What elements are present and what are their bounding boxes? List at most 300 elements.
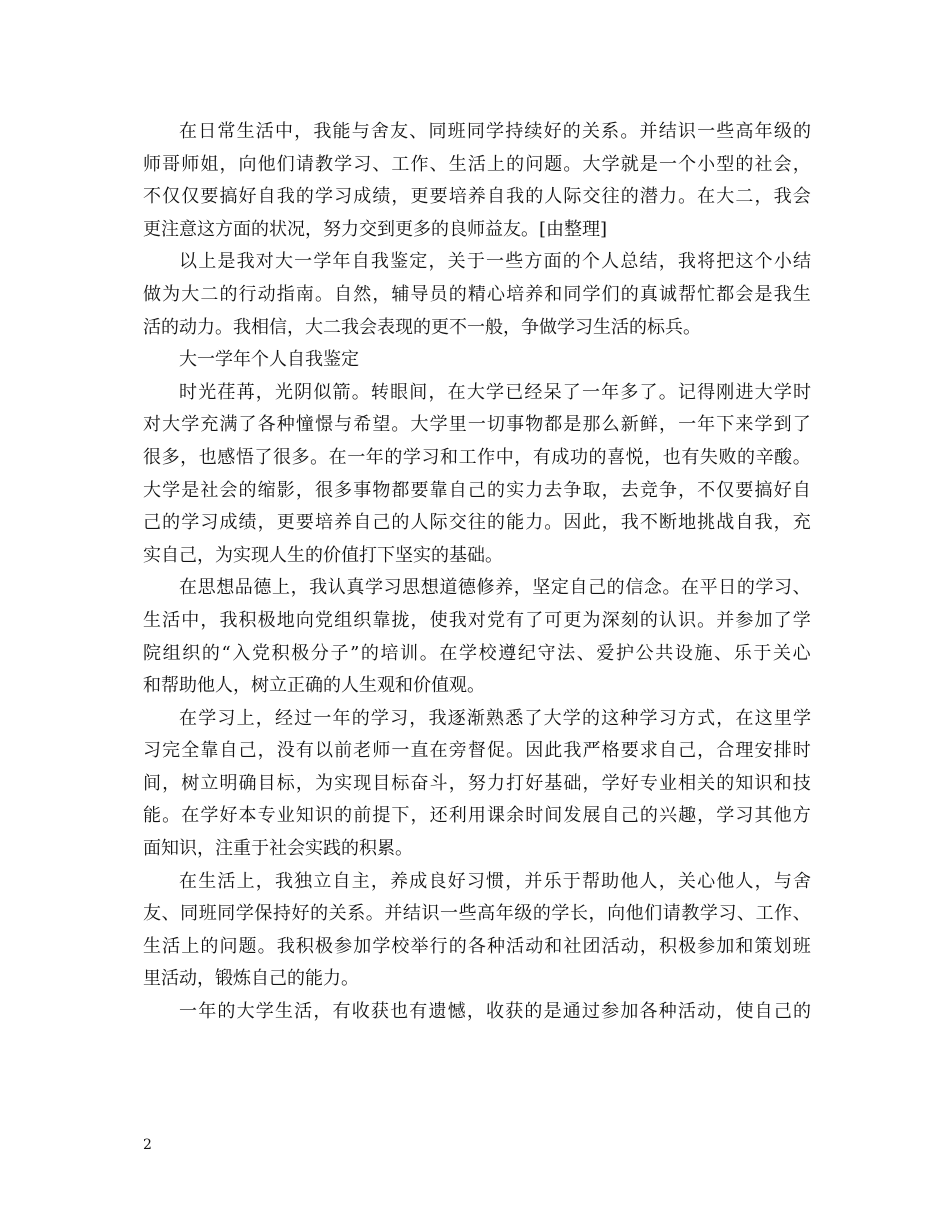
text-char: 师	[181, 153, 200, 175]
text-char: 得	[697, 381, 716, 403]
text-char: 是	[181, 479, 200, 501]
text-char: 平	[699, 577, 718, 599]
text-char: 和	[544, 283, 563, 305]
text-char: 力	[486, 772, 505, 794]
text-char: 学	[200, 805, 219, 827]
text-char: 行	[429, 935, 448, 957]
text-char: ，	[448, 772, 467, 794]
text-char: 要	[620, 740, 639, 762]
text-char: 过	[294, 707, 313, 729]
text-char: 憬	[314, 414, 333, 436]
text-char: 在	[429, 740, 448, 762]
text-char: 时	[793, 381, 811, 403]
text-char: 可	[544, 609, 563, 631]
text-line	[143, 605, 811, 638]
text-line: 更注意这方面的状况，努力交到更多的良师益友。[由整理]	[143, 218, 608, 240]
text-line	[143, 800, 811, 833]
text-char: 好	[238, 186, 257, 208]
text-char: 思	[197, 577, 216, 599]
text-char: 上	[181, 935, 200, 957]
text-char: 活	[162, 609, 181, 631]
text-char: 这	[754, 707, 773, 729]
text-char: 自	[332, 870, 351, 892]
text-char: 刻	[620, 609, 639, 631]
text-char: 促	[486, 740, 505, 762]
text-char: 自	[486, 186, 505, 208]
text-char: 种	[620, 707, 639, 729]
text-char: 教	[314, 153, 333, 175]
text-char: ，	[697, 740, 716, 762]
text-char: 和	[735, 935, 754, 957]
text-char: 的	[334, 805, 353, 827]
text-char: ，	[754, 870, 773, 892]
text-char: 积	[658, 935, 677, 957]
text-char: 靠	[372, 609, 391, 631]
text-char: 会	[219, 479, 238, 501]
text-char: 自	[219, 740, 238, 762]
text-char: 趣	[678, 805, 697, 827]
text-char: 个	[754, 251, 773, 273]
text-char: 到	[773, 414, 792, 436]
text-char: 会	[792, 186, 811, 208]
text-char: ，	[409, 707, 428, 729]
text-char: 要	[295, 512, 314, 534]
text-char: 大	[236, 1001, 255, 1023]
text-char: 培	[448, 186, 467, 208]
text-char: 我	[620, 512, 639, 534]
text-char: 了	[562, 381, 581, 403]
text-char: 力	[525, 512, 544, 534]
text-char: 的	[384, 446, 403, 468]
text-char: 相	[678, 772, 697, 794]
text-char: 理	[735, 740, 754, 762]
text-char: 方	[677, 707, 696, 729]
text-char: 关	[677, 870, 696, 892]
text-char: 中	[181, 609, 200, 631]
text-char: 院	[143, 642, 161, 664]
text-char: 的	[219, 283, 238, 305]
text-char: 确	[238, 772, 257, 794]
text-char: 。	[658, 381, 677, 403]
text-char: 续	[524, 121, 543, 142]
text-char: 获	[370, 1001, 389, 1023]
text-char: 我	[677, 251, 696, 273]
text-char: 经	[274, 707, 293, 729]
text-char: 多	[161, 446, 180, 468]
text-char: 导	[410, 283, 429, 305]
text-char: 功	[569, 446, 588, 468]
text-char: 同	[563, 283, 582, 305]
text-char: 姐	[200, 153, 219, 175]
text-char: 完	[162, 740, 181, 762]
text-char: 社	[200, 479, 219, 501]
text-char: 的	[200, 935, 219, 957]
text-char: 人	[639, 870, 658, 892]
text-char: ，	[391, 186, 410, 208]
text-char: 并	[639, 121, 658, 142]
text-char: 好	[773, 479, 792, 501]
text-char: 、	[737, 903, 755, 925]
text-char: 在	[181, 805, 200, 827]
text-char: 自	[754, 1001, 773, 1023]
text-char: 技	[792, 772, 811, 794]
text-char: 老	[353, 740, 372, 762]
text-char: 喜	[607, 446, 626, 468]
text-char: 班	[447, 121, 466, 142]
text-char: 利	[448, 805, 467, 827]
text-char: 一	[313, 707, 332, 729]
text-char: 和	[440, 446, 458, 468]
text-char: 一	[347, 446, 366, 468]
text-char: ，	[773, 512, 792, 534]
text-char: 的	[737, 446, 755, 468]
text-char: 哥	[162, 153, 181, 175]
text-char: 也	[390, 1001, 409, 1023]
text-char: ，	[295, 772, 314, 794]
text-char: 础	[563, 772, 582, 794]
text-char: 学	[255, 1001, 274, 1023]
text-char: 和	[544, 935, 563, 957]
text-char: 关	[581, 121, 600, 142]
text-line	[143, 181, 811, 214]
text-char: 的	[735, 153, 754, 175]
text-char: 辅	[391, 283, 410, 305]
text-char: 事	[353, 479, 372, 501]
text-char: 搞	[219, 186, 238, 208]
text-char: 学	[754, 414, 773, 436]
text-char: 是	[563, 414, 582, 436]
text-char: 。	[162, 805, 181, 827]
text-char: 也	[662, 446, 681, 468]
text-char: 习	[466, 870, 485, 892]
text-char: 。	[314, 283, 333, 305]
text-char: 年	[198, 1001, 217, 1023]
text-char: 此	[582, 512, 601, 534]
text-char: 并	[384, 903, 403, 925]
text-char: ，	[601, 512, 620, 534]
text-char: 的	[581, 707, 600, 729]
text-char: 习	[334, 186, 353, 208]
text-char: 的	[532, 903, 551, 925]
text-char: 念	[643, 577, 662, 599]
text-char: 保	[254, 903, 273, 925]
text-char: 好	[525, 772, 544, 794]
text-char: 动	[697, 1001, 716, 1023]
text-char: 新	[620, 414, 639, 436]
text-char: 班	[198, 903, 217, 925]
text-char: 满	[219, 414, 238, 436]
text-char: 想	[216, 577, 235, 599]
text-char: 会	[773, 153, 792, 175]
text-char: 一	[697, 121, 716, 142]
text-char: ，	[295, 479, 314, 501]
text-char: 问	[525, 153, 544, 175]
text-char: 大	[466, 381, 485, 403]
text-char: 主	[351, 870, 370, 892]
text-char: 直	[410, 740, 429, 762]
text-char: ，	[255, 381, 274, 403]
text-char: 在	[447, 381, 466, 403]
text-char: 在	[328, 446, 347, 468]
text-char: 学	[792, 609, 811, 631]
text-char: 的	[295, 186, 314, 208]
text-char: 习	[774, 577, 792, 599]
text-char: 认	[327, 577, 346, 599]
text-char: 动	[525, 935, 544, 957]
text-char: 大	[754, 381, 773, 403]
text-char: 感	[217, 446, 236, 468]
text-char: 交	[448, 512, 467, 534]
text-char: 我	[370, 251, 389, 273]
text-char: 靠	[429, 479, 448, 501]
text-char: 了	[525, 609, 544, 631]
text-char: 很	[314, 479, 333, 501]
text-char: 合	[716, 740, 735, 762]
text-char: 并	[716, 609, 735, 631]
text-char: 苒	[236, 381, 255, 403]
text-char: 在	[179, 577, 197, 599]
text-char: 纪	[517, 642, 536, 664]
text-char: 学	[601, 153, 620, 175]
text-char: 。	[391, 414, 410, 436]
text-char: ，	[372, 283, 391, 305]
text-char: 竞	[639, 479, 658, 501]
text-char: 有	[506, 609, 525, 631]
text-char: 因	[525, 740, 544, 762]
text-char: 格	[601, 740, 620, 762]
text-char: 下	[391, 805, 410, 827]
text-char: 成	[409, 870, 428, 892]
text-char: 刚	[716, 381, 735, 403]
text-char: 友	[143, 903, 161, 925]
text-char: ，	[255, 707, 274, 729]
text-char: 的	[620, 283, 639, 305]
text-char: 我	[754, 512, 773, 534]
text-char: 求	[639, 740, 658, 762]
text-char: ，	[588, 903, 607, 925]
text-char: 么	[601, 414, 620, 436]
text-char: 关	[773, 642, 792, 664]
text-char: 上	[236, 870, 255, 892]
text-char: 活	[162, 935, 181, 957]
text-char: 我	[219, 609, 238, 631]
text-char: 用	[467, 805, 486, 827]
text-char: 些	[716, 121, 735, 142]
text-line	[143, 507, 811, 540]
text-char: 培	[380, 642, 399, 664]
text-char: ，	[313, 1001, 332, 1023]
text-char: 学	[773, 381, 792, 403]
text-char: 、	[372, 153, 391, 175]
text-char: 们	[601, 283, 620, 305]
text-char: 课	[486, 805, 505, 827]
text-char: 辛	[755, 446, 774, 468]
text-char: 也	[198, 446, 217, 468]
text-char: 仅	[181, 186, 200, 208]
text-char: 有	[532, 446, 551, 468]
text-char: 动	[257, 283, 276, 305]
text-char: 习	[658, 707, 677, 729]
text-char: 为	[162, 283, 181, 305]
text-char: 时	[525, 805, 544, 827]
text-char: 这	[735, 251, 754, 273]
text-char: 行	[238, 283, 257, 305]
text-line: 和帮助他人，树立正确的人生观和价值观。	[143, 675, 485, 697]
text-char: 物	[525, 414, 544, 436]
text-char: 一	[391, 740, 410, 762]
text-char: 都	[716, 283, 735, 305]
text-char: 年	[365, 446, 384, 468]
text-char: 、	[792, 577, 811, 599]
text-char: 舍	[370, 121, 389, 142]
text-char: 兴	[658, 805, 677, 827]
text-char: 鲜	[639, 414, 658, 436]
text-char: 修	[476, 577, 495, 599]
text-char: 组	[162, 642, 181, 664]
text-char: 熟	[486, 707, 504, 729]
text-char: 认	[658, 609, 677, 631]
text-char: 己	[773, 1001, 792, 1023]
text-char: 对	[143, 414, 161, 436]
text-char: 和	[773, 772, 792, 794]
text-line	[143, 246, 811, 279]
text-char: 与	[773, 870, 792, 892]
text-char: 。	[257, 935, 276, 957]
text-char: 好	[447, 870, 466, 892]
text-char: 为	[314, 772, 333, 794]
text-char: 大	[582, 153, 601, 175]
text-char: 真	[639, 283, 658, 305]
text-char: 渐	[466, 707, 485, 729]
text-char: 己	[143, 512, 161, 534]
text-char: 生	[143, 935, 161, 957]
text-char: ，	[601, 479, 620, 501]
text-char: 并	[524, 870, 543, 892]
text-char: 些	[505, 251, 524, 273]
text-char: 目	[372, 772, 391, 794]
text-char: 一	[486, 251, 504, 273]
text-char: 向	[238, 153, 257, 175]
text-char: 作	[410, 153, 429, 175]
text-line	[143, 377, 811, 410]
text-char: 下	[716, 414, 735, 436]
text-char: 小	[697, 153, 716, 175]
text-char: 。	[563, 153, 582, 175]
text-char: 识	[421, 903, 440, 925]
text-char: 阴	[294, 381, 313, 403]
text-char: 充	[792, 512, 811, 534]
text-char: 将	[697, 251, 716, 273]
text-char: ，	[639, 935, 658, 957]
text-char: ，	[428, 251, 447, 273]
text-char: 我	[773, 283, 792, 305]
text-char: 收	[351, 1001, 370, 1023]
text-char: 深	[601, 609, 620, 631]
text-char: 年	[601, 381, 620, 403]
text-char: 施	[694, 642, 713, 664]
text-char: ，	[582, 772, 601, 794]
text-char: 收	[486, 1001, 504, 1023]
text-char: 习	[735, 805, 754, 827]
text-char: 憧	[295, 414, 314, 436]
text-char: 绩	[372, 186, 391, 208]
text-char: 在	[439, 642, 458, 664]
text-char: 乐	[733, 642, 752, 664]
text-char: 学	[313, 251, 332, 273]
text-char: 策	[754, 935, 773, 957]
text-char: 、	[576, 642, 595, 664]
text-char: 业	[658, 772, 677, 794]
text-char: 我	[428, 707, 447, 729]
text-char: 年	[697, 414, 716, 436]
text-char: 因	[563, 512, 582, 534]
text-char: 己	[678, 740, 697, 762]
text-char: 训	[400, 642, 419, 664]
text-char: 习	[390, 707, 409, 729]
text-char: 好	[219, 805, 238, 827]
text-char: 大	[716, 186, 735, 208]
text-char: 问	[219, 935, 238, 957]
text-char: 自	[334, 283, 353, 305]
text-char: 败	[718, 446, 737, 468]
text-char: 的	[448, 283, 467, 305]
text-char: 请	[295, 153, 314, 175]
text-char: 品	[234, 577, 253, 599]
text-char: 似	[313, 381, 332, 403]
text-char: 与	[334, 414, 353, 436]
text-char: 种	[486, 935, 505, 957]
text-char: 然	[353, 283, 372, 305]
text-char: 型	[716, 153, 735, 175]
text-char: 自	[257, 186, 276, 208]
text-char: 上	[271, 577, 290, 599]
text-char: 自	[658, 740, 677, 762]
text-char: 学	[582, 283, 601, 305]
text-char: 的	[606, 577, 625, 599]
text-char: 积	[295, 935, 314, 957]
text-line: 面知识，注重于社会实践的积累。	[143, 838, 413, 860]
text-char: 斗	[429, 772, 448, 794]
text-char: 年	[332, 251, 351, 273]
text-char: ，	[219, 153, 238, 175]
text-char: ，	[257, 512, 276, 534]
text-char: 酸	[774, 446, 793, 468]
text-char: 生	[236, 121, 255, 142]
text-char: 地	[678, 512, 697, 534]
text-char: 旁	[448, 740, 467, 762]
text-char: 各	[467, 935, 486, 957]
text-char: 学	[334, 153, 353, 175]
text-char: 的	[793, 1001, 811, 1023]
text-char: 爱	[596, 642, 615, 664]
text-char: 心	[697, 870, 716, 892]
text-char: 一	[678, 414, 697, 436]
text-char: 他	[625, 903, 644, 925]
text-char: 知	[295, 805, 314, 827]
text-char: 实	[506, 479, 525, 501]
text-char: 标	[391, 772, 410, 794]
text-char: 力	[658, 186, 677, 208]
text-char: 共	[655, 642, 674, 664]
text-char: 的	[448, 935, 467, 957]
text-line	[143, 768, 811, 801]
text-char: 的	[391, 512, 410, 534]
text-char: 本	[238, 805, 257, 827]
text-char: 眼	[390, 381, 409, 403]
text-char: 的	[217, 1001, 236, 1023]
text-char: 分	[310, 642, 329, 664]
text-char: 养	[467, 186, 486, 208]
